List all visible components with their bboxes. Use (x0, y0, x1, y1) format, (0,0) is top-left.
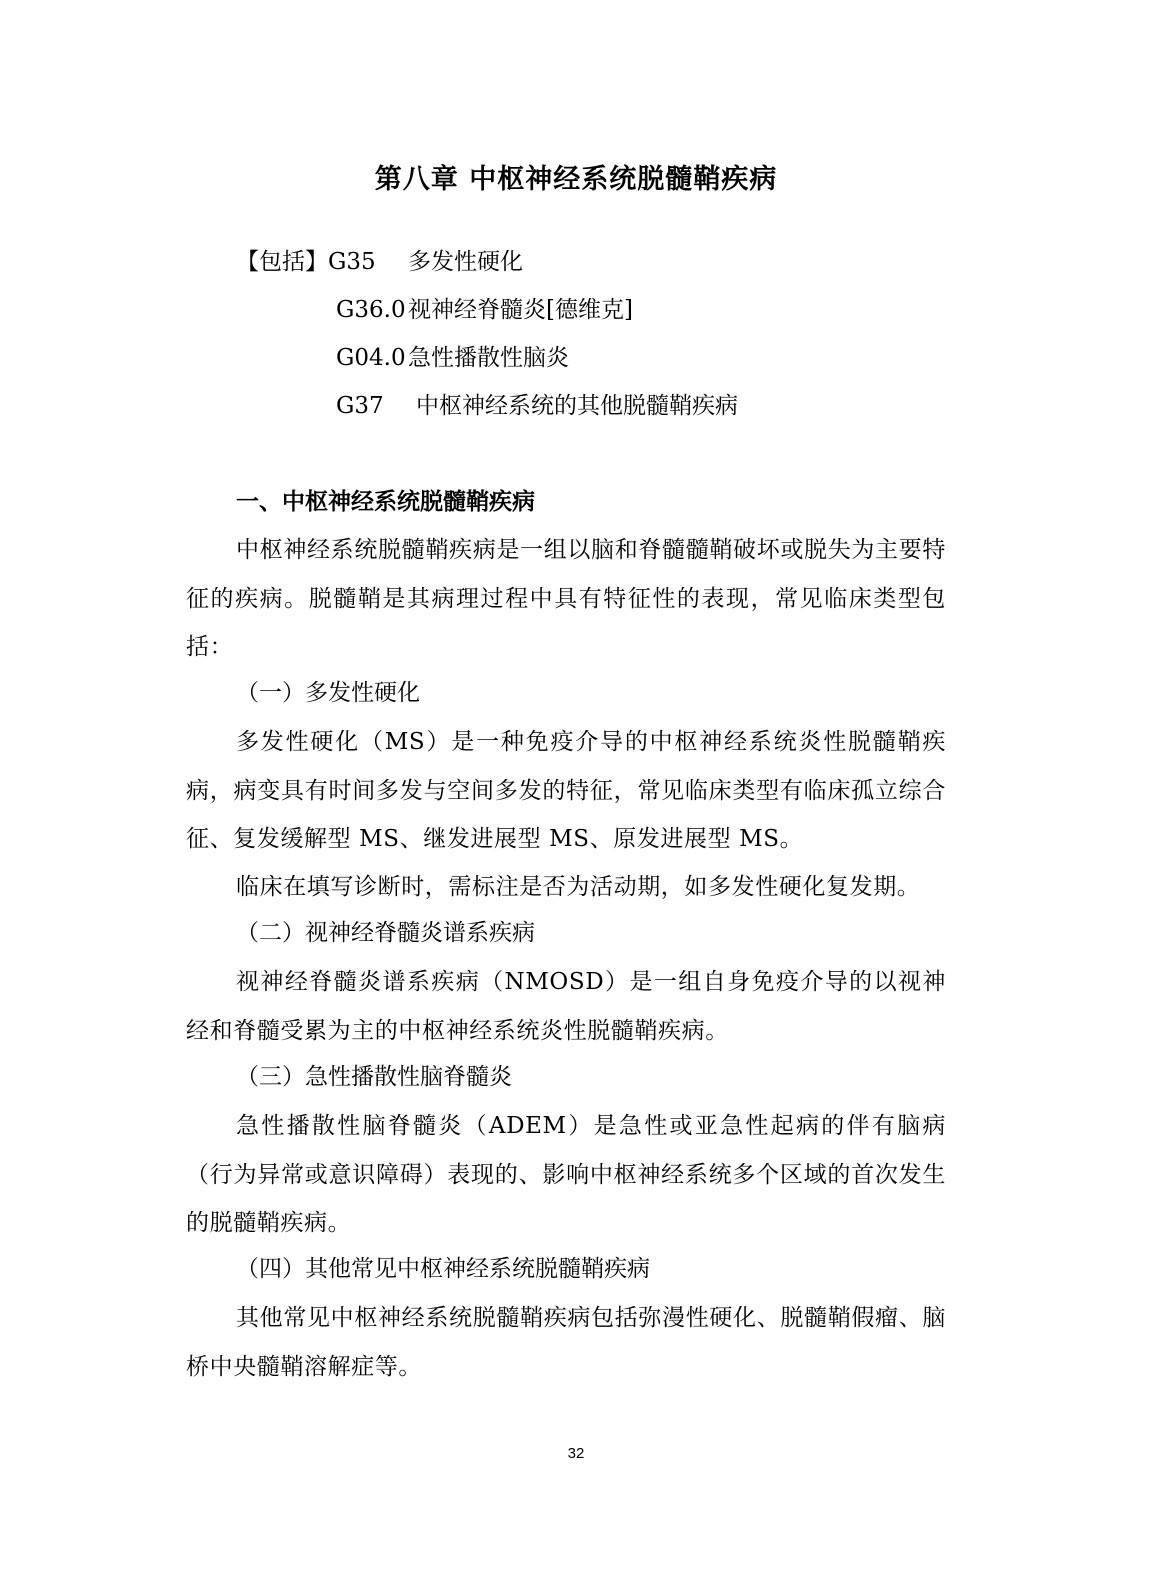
include-item-2 (336, 294, 633, 326)
include-item-4 (336, 390, 738, 422)
intro-paragraph: 中枢神经系统脱髓鞘疾病是一组以脑和脊髓髓鞘破坏或脱失为主要特征的疾病。脱髓鞘是其病理过程中具有特征性的表现，常见临床类型包括： (186, 537, 946, 660)
subsection-heading-2: （二）视神经脊髓炎谱系疾病 (236, 920, 535, 946)
paragraph-ms-note: 临床在填写诊断时，需标注是否为活动期，如多发性硬化复发期。 (236, 874, 921, 900)
paragraph-other: 其他常见中枢神经系统脱髓鞘疾病包括弥漫性硬化、脱髓鞘假瘤、脑桥中央髓鞘溶解症等。 (186, 1305, 946, 1380)
section-heading: 一、中枢神经系统脱髓鞘疾病 (236, 488, 535, 515)
paragraph-ms: 多发性硬化（MS）是一种免疫介导的中枢神经系统炎性脱髓鞘疾病，病变具有时间多发与空间多发的特征，常见临床类型有临床孤立综合征、复发缓解型 MS、继发进展型 MS、原发进展型 MS。 (186, 729, 946, 852)
includes-label-text: 【包括】 (236, 249, 328, 275)
subsection-heading-1: （一）多发性硬化 (236, 680, 420, 706)
include-text-4: 中枢神经系统的其他脱髓鞘疾病 (416, 393, 738, 419)
page-number: 32 (567, 1445, 585, 1462)
include-code-2: G36.0 (336, 297, 406, 323)
include-item-3 (336, 342, 569, 374)
subsection-heading-4: （四）其他常见中枢神经系统脱髓鞘疾病 (236, 1256, 650, 1282)
paragraph-nmosd: 视神经脊髓炎谱系疾病（NMOSD）是一组自身免疫介导的以视神经和脊髓受累为主的中枢神经系统炎性脱髓鞘疾病。 (186, 969, 946, 1044)
include-code-1: G35 (328, 249, 376, 275)
include-text-2: 视神经脊髓炎[德维克] (408, 297, 633, 323)
subsection-heading-3: （三）急性播散性脑脊髓炎 (236, 1064, 512, 1090)
includes-label (236, 246, 523, 278)
include-code-3: G04.0 (336, 345, 406, 371)
paragraph-adem: 急性播散性脑脊髓炎（ADEM）是急性或亚急性起病的伴有脑病（行为异常或意识障碍）表现的、影响中枢神经系统多个区域的首次发生的脱髓鞘疾病。 (186, 1113, 946, 1236)
include-text-3: 急性播散性脑炎 (408, 345, 569, 371)
include-code-4: G37 (336, 393, 384, 419)
chapter-title: 第八章 中枢神经系统脱髓鞘疾病 (374, 164, 778, 195)
include-text-1: 多发性硬化 (408, 249, 523, 275)
